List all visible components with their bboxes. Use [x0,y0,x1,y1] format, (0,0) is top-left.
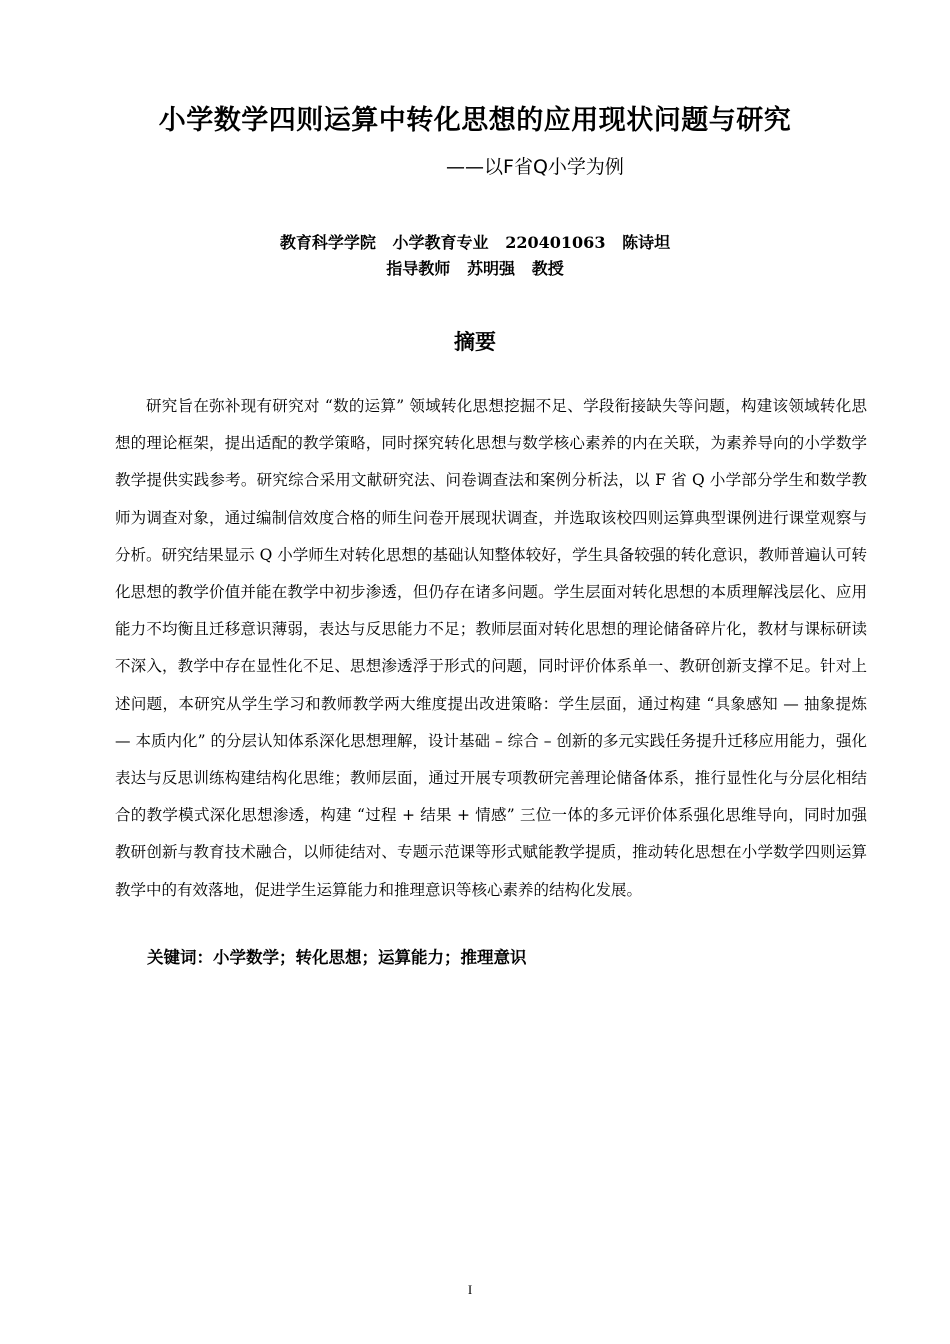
paper-title: 小学数学四则运算中转化思想的应用现状问题与研究 [158,105,792,136]
advisor-info: 指导教师 苏明强 教授 [386,259,564,278]
paper-subtitle: ——以F省Q小学为例 [446,156,624,178]
abstract-body: 研究旨在弥补现有研究对 “数的运算” 领域转化思想挖掘不足、学段衔接缺失等问题，构建该领域转化思想的理论框架，提出适配的教学策略，同时探究转化思想与数学核心素养的内在关联，为素养导向的小学数学教学提供实践参考。研究综合采用文献研究法、问卷调查法和案例分析法，以 F 省 Q 小学部分学生和数学教师为调查对象，通过编制信效度合格的师生问卷开展现状调查，并选取该校四则运算典型课例进行课堂观察与分析。研究结果显示 Q 小学师生对转化思想的基础认知整体较好，学生具备较强的转化意识，教师普遍认可转化思想的教学价值并能在教学中初步渗透，但仍存在诸多问题。学生层面对转化思想的本质理解浅层化、应用能力不均衡且迁移意识薄弱，表达与反思能力不足；教师层面对转化思想的理论储备碎片化，教材与课标研读不深入，教学中存在显性化不足、思想渗透浮于形式的问题，同时评价体系单一、教研创新支撑不足。针对上述问题，本研究从学生学习和教师教学两大维度提出改进策略：学生层面，通过构建 “具象感知 — 抽象提炼 — 本质内化” 的分层认知体系深化思想理解，设计基础 – 综合 – 创新的多元实践任务提升迁移应用能力，强化表达与反思训练构建结构化思维；教师层面，通过开展专项教研完善理论储备体系，推行显性化与分层化相结合的教学模式深化思想渗透，构建 “过程 + 结果 + 情感” 三位一体的多元评价体系强化思维导向，同时加强教研创新与教育技术融合，以师徒结对、专题示范课等形式赋能教学提质，推动转化思想在小学数学四则运算教学中的有效落地，促进学生运算能力和推理意识等核心素养的结构化发展。 [115,397,867,899]
abstract-heading: 摘要 [454,330,496,354]
keywords-line: 关键词：小学数学；转化思想；运算能力；推理意识 [147,948,527,967]
author-info: 教育科学学院 小学教育专业 220401063 陈诗坦 [279,233,671,252]
page-number: I [467,1282,473,1297]
